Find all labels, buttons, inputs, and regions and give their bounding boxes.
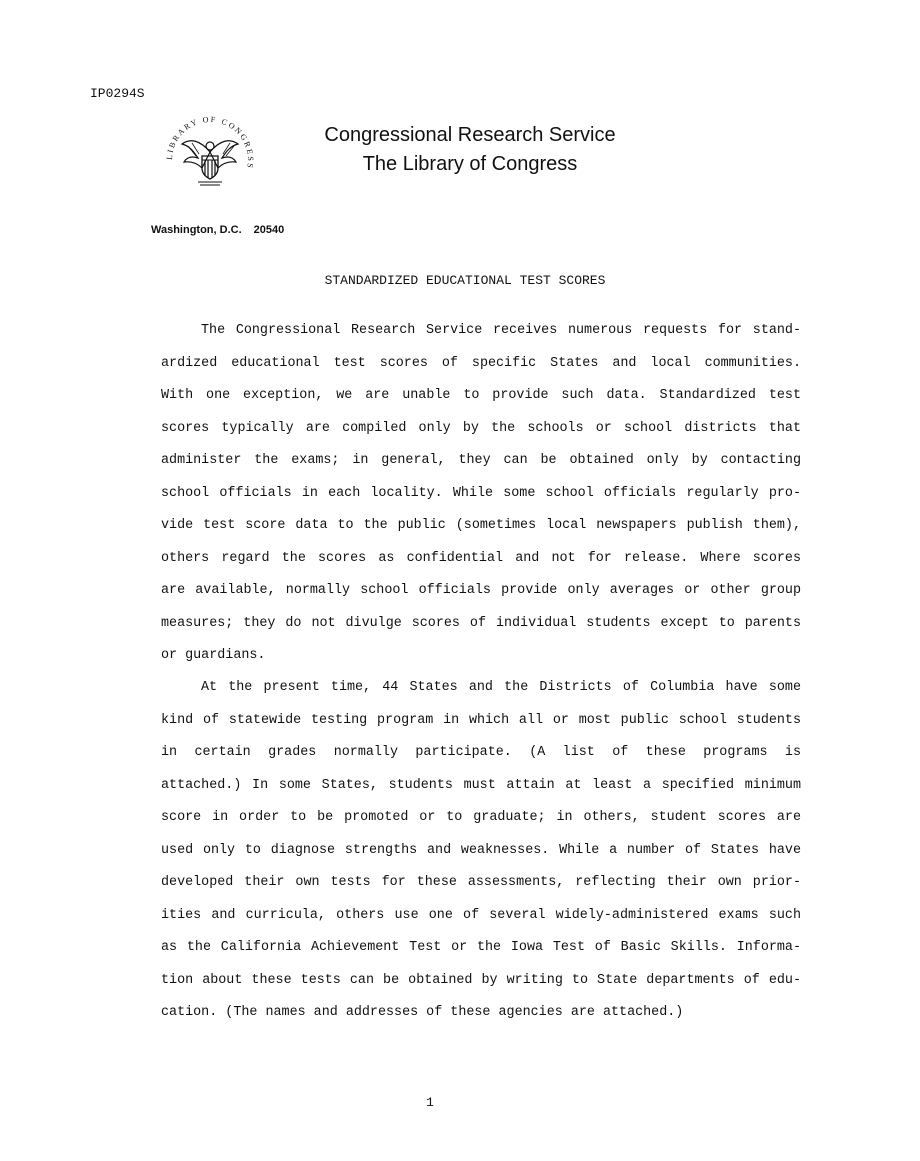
address-zip: 20540 bbox=[253, 224, 285, 236]
body-paragraph bbox=[161, 315, 801, 673]
paragraph-line: are available, normally school officials provide only averages or other group bbox=[161, 583, 801, 598]
seal-ring-text: LIBRARY OF CONGRESS bbox=[164, 114, 256, 171]
masthead bbox=[300, 121, 640, 179]
paragraph-line: score in order to be promoted or to graduate; in others, student scores are bbox=[161, 810, 801, 825]
body-paragraph bbox=[161, 672, 801, 1030]
address-city: Washington, D.C. bbox=[151, 224, 242, 236]
document-title: STANDARDIZED EDUCATIONAL TEST SCORES bbox=[324, 273, 606, 288]
paragraph-line: measures; they do not divulge scores of individual students except to parents bbox=[161, 615, 801, 631]
paragraph-line: The Congressional Research Service receives numerous requests for stand- bbox=[201, 323, 801, 338]
paragraph-line: used only to diagnose strengths and weaknesses. While a number of States have bbox=[161, 842, 801, 858]
paragraph-line: ardized educational test scores of specific States and local communities. bbox=[161, 355, 801, 371]
paragraph-line: others regard the scores as confidential and not for release. Where scores bbox=[161, 550, 801, 566]
document-id: IP0294S bbox=[90, 86, 145, 101]
paragraph-line: developed their own tests for these assessments, reflecting their own prior- bbox=[161, 875, 801, 890]
paragraph-line: scores typically are compiled only by the schools or school districts that bbox=[161, 420, 801, 436]
parent-organization-name: The Library of Congress bbox=[362, 153, 578, 175]
library-of-congress-seal-icon bbox=[160, 110, 260, 210]
paragraph-line: tion about these tests can be obtained by writing to State departments of edu- bbox=[161, 972, 801, 988]
page-number: 1 bbox=[426, 1095, 434, 1110]
paragraph-line: cation. (The names and addresses of these agencies are attached.) bbox=[161, 1005, 684, 1020]
paragraph-line: or guardians. bbox=[161, 648, 266, 663]
paragraph-line: kind of statewide testing program in which all or most public school students bbox=[161, 712, 801, 728]
paragraph-line: school officials in each locality. While some school officials regularly pro- bbox=[161, 485, 801, 501]
paragraph-line: in certain grades normally participate. (A list of these programs is bbox=[161, 745, 801, 760]
paragraph-line: administer the exams; in general, they can be obtained only by contacting bbox=[161, 453, 801, 468]
paragraph-line: With one exception, we are unable to provide such data. Standardized test bbox=[161, 388, 801, 403]
paragraph-line: ities and curricula, others use one of several widely-administered exams such bbox=[161, 907, 801, 923]
office-address bbox=[151, 224, 284, 236]
paragraph-line: At the present time, 44 States and the Districts of Columbia have some bbox=[201, 680, 801, 695]
paragraph-line: as the California Achievement Test or the Iowa Test of Basic Skills. Informa- bbox=[161, 940, 801, 955]
paragraph-line: attached.) In some States, students must attain at least a specified minimum bbox=[161, 777, 801, 793]
organization-name: Congressional Research Service bbox=[324, 124, 616, 146]
paragraph-line: vide test score data to the public (sometimes local newspapers publish them), bbox=[161, 518, 801, 533]
